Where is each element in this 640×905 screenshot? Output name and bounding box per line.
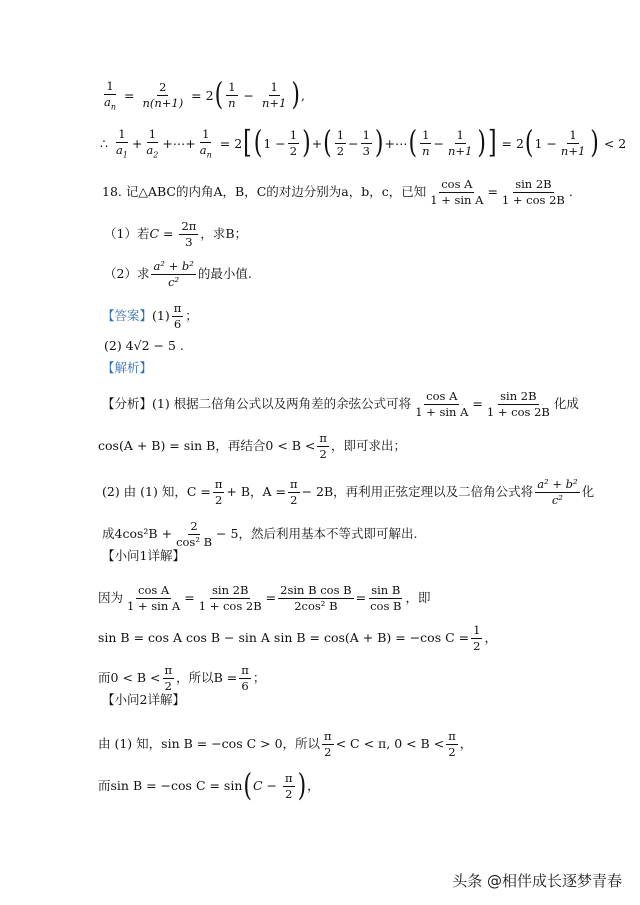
- analysis-line-2: [98, 432, 406, 461]
- analysis-text: ，所以: [176, 670, 214, 686]
- sub-question-1: （1）若 C = $\frac{2\pi}{3}$ ，求B；: [104, 219, 248, 250]
- sub2-line-1: [98, 730, 472, 759]
- analysis-text: 因为: [98, 590, 124, 606]
- fraction: $\frac{1}{3}$: [362, 128, 370, 159]
- analysis-line-4: [102, 520, 417, 549]
- analysis-text: − 5，然后利用基本不等式即可解出.: [216, 526, 418, 542]
- fraction: $\frac{1}{a_n}$: [104, 79, 117, 112]
- sub2-line-2: 而 sin B = −cos C = sin ( C − $\frac{\pi}{2}$ ) ，: [98, 768, 320, 804]
- fraction: $\frac{1}{n}$: [422, 128, 430, 159]
- fraction: $\frac{1}{2}$: [473, 623, 481, 654]
- analysis-label-text: 【解析】: [102, 360, 153, 375]
- analysis-text: 成: [102, 526, 115, 542]
- fraction: $\frac{1}{n+1}$: [560, 128, 586, 159]
- analysis-text: 而: [98, 778, 111, 794]
- fraction: $\frac{\sin 2B}{1 + \cos 2B}$: [486, 389, 550, 420]
- analysis-math: sin B = cos A cos B − sin A sin B = cos(A + B) = −cos C =: [98, 630, 470, 646]
- question-18: 18. 记△ABC的内角A，B，C的对边分别为a，b，c，已知 $\frac{\text{cos A}}{\text{1 + sin A}}$ = $\frac{\sin 2B}{1 + \cos 2B}$ .: [102, 177, 573, 208]
- fraction: $\frac{\text{sin B}}{\text{cos B}}$: [370, 583, 402, 614]
- question-text: 18. 记△ABC的内角A，B，C的对边分别为a，b，c，已知: [102, 184, 427, 200]
- analysis-text: ，再结合: [215, 438, 266, 454]
- analysis-math: B =: [213, 670, 238, 686]
- fraction: $\frac{\pi}{2}$: [290, 477, 298, 508]
- fraction: $\frac{1}{n}$: [228, 80, 236, 111]
- analysis-math: C =: [186, 484, 211, 500]
- fraction: $\frac{\text{2sin B cos B}}{\text{2cos² B}}$: [280, 583, 352, 614]
- analysis-text: − 2B，再利用正弦定理以及二倍角公式将: [301, 484, 534, 500]
- fraction: $\frac{\text{cos A}}{\text{1 + sin A}}$: [127, 583, 181, 614]
- answer-line-1: [102, 302, 198, 331]
- fraction: $\frac{2}{n(n+1)}$: [142, 80, 184, 111]
- fraction: $\frac{\text{cos A}}{\text{1 + sin A}}$: [430, 177, 484, 208]
- sub1-label: [102, 550, 185, 563]
- sub1-label-text: 【小问1详解】: [102, 548, 185, 563]
- fraction: $\frac{1}{n+1}$: [262, 80, 287, 111]
- analysis-math: 0 < B <: [265, 438, 316, 454]
- fraction: $\frac{1}{a_1}$: [115, 127, 128, 160]
- analysis-text: ，: [459, 736, 473, 752]
- analysis-text: ；: [252, 670, 266, 686]
- fraction: $\frac{\pi}{2}$: [164, 663, 173, 694]
- analysis-line-3: [102, 478, 594, 507]
- analysis-text: 化: [581, 484, 595, 500]
- equation-line-2: ∴ $\frac{1}{a_1}$ + $\frac{1}{a_2}$ +⋯+ $\frac{1}{a_n}$ = 2 [ ( 1 − $\frac{1}{2}$ ) + ( $\frac{1}{2}$ − $\frac{1}{3}$ ) +⋯ ( $\frac{1}{n}$ − $\frac{1}{n+1}$ ) ] = 2 ( 1 − $\frac{1}{n+1}$ ) < 2: [100, 125, 627, 161]
- fraction: $\frac{1}{a_n}$: [199, 127, 212, 160]
- fraction: $\frac{\pi}{2}$: [285, 771, 293, 802]
- sub-question-2: [104, 260, 252, 289]
- analysis-text: 而: [98, 670, 111, 686]
- fraction: $\frac{1}{2}$: [336, 128, 345, 159]
- question-text: 的最小值.: [197, 266, 252, 282]
- fraction: $\frac{\pi}{2}$: [214, 477, 223, 508]
- fraction: $\frac{2\pi}{3}$: [181, 219, 197, 250]
- analysis-text: (2) 由 (1) 知，: [102, 484, 187, 500]
- sub1-line-2: [98, 624, 497, 653]
- fraction: $\frac{\sin 2B}{1 + \cos 2B}$: [501, 177, 565, 208]
- fraction: $\frac{\pi}{6}$: [173, 301, 182, 332]
- equation-line-1: $\frac{1}{a_n}$ = $\frac{2}{n(n+1)}$ = 2 ( $\frac{1}{n}$ − $\frac{1}{n+1}$ ) ,: [104, 77, 305, 113]
- watermark: 头条 @相伴成长逐梦青春: [452, 872, 622, 890]
- analysis-math: + B，A =: [226, 484, 287, 500]
- analysis-math: < C < π, 0 < B <: [335, 736, 445, 752]
- sub2-label-text: 【小问2详解】: [102, 692, 185, 707]
- answer-line-2: [104, 340, 184, 353]
- analysis-math: sin B = −cos C = sin: [110, 778, 243, 794]
- fraction: $\frac{\text{cos A}}{\text{1 + sin A}}$: [415, 389, 469, 420]
- fraction: $\frac{\pi}{2}$: [448, 729, 456, 760]
- analysis-text: 化成: [553, 396, 579, 412]
- answer-label: 【答案】: [102, 308, 153, 324]
- answer-text: (2) 4√2 − 5 .: [104, 338, 184, 353]
- analysis-text: 【分析】(1) 根据二倍角公式以及两角差的余弦公式可将: [102, 396, 412, 412]
- fraction: $\frac{\text{a² + b²}}{\text{c²}}$: [537, 477, 578, 508]
- fraction: $\frac{\pi}{6}$: [241, 663, 249, 694]
- sub2-label: [102, 694, 185, 707]
- analysis-math: cos(A + B) = sin B: [98, 438, 216, 454]
- fraction: $\frac{\pi}{2}$: [319, 431, 327, 462]
- fraction: $\frac{\pi}{2}$: [324, 729, 332, 760]
- sub1-line-1: 因为 $\frac{\text{cos A}}{\text{1 + sin A}}$ = $\frac{\sin 2B}{1 + \cos 2B}$ = $\frac{\text{2sin B cos B}}{\text{2cos² B}}$ = $\frac{\text{sin B}}{\text{cos B}}$ ，即: [98, 583, 431, 614]
- question-text: （1）若: [104, 226, 150, 242]
- analysis-label: [102, 362, 152, 375]
- analysis-math: 4cos²B +: [114, 526, 173, 542]
- fraction: $\frac{1}{a_2}$: [146, 127, 159, 160]
- answer-text: (1): [152, 308, 170, 324]
- fraction: $\frac{1}{n+1}$: [447, 128, 473, 159]
- fraction: $\frac{\text{a² + b²}}{\text{c²}}$: [153, 259, 194, 290]
- question-text: ，求B；: [200, 226, 248, 242]
- analysis-math: 0 < B <: [110, 670, 161, 686]
- answer-text: ；: [185, 308, 198, 324]
- period: .: [568, 184, 573, 200]
- sub1-line-3: [98, 664, 265, 693]
- analysis-text: ，: [484, 630, 497, 646]
- fraction: $\frac{\sin 2B}{1 + \cos 2B}$: [198, 583, 262, 614]
- fraction: $\frac{2}{\text{cos² B}}$: [176, 519, 213, 550]
- question-text: （2）求: [104, 266, 150, 282]
- fraction: $\frac{1}{2}$: [289, 128, 298, 159]
- analysis-text: ，即: [405, 590, 431, 606]
- analysis-text: 由 (1) 知，sin B = −cos C > 0，所以: [98, 736, 321, 752]
- analysis-text: ，即可求出；: [330, 438, 406, 454]
- analysis-line-1: 【分析】(1) 根据二倍角公式以及两角差的余弦公式可将 $\frac{\text{cos A}}{\text{1 + sin A}}$ = $\frac{\sin 2B}{1 + \cos 2B}$ 化成: [102, 389, 579, 420]
- analysis-text: ，: [307, 778, 320, 794]
